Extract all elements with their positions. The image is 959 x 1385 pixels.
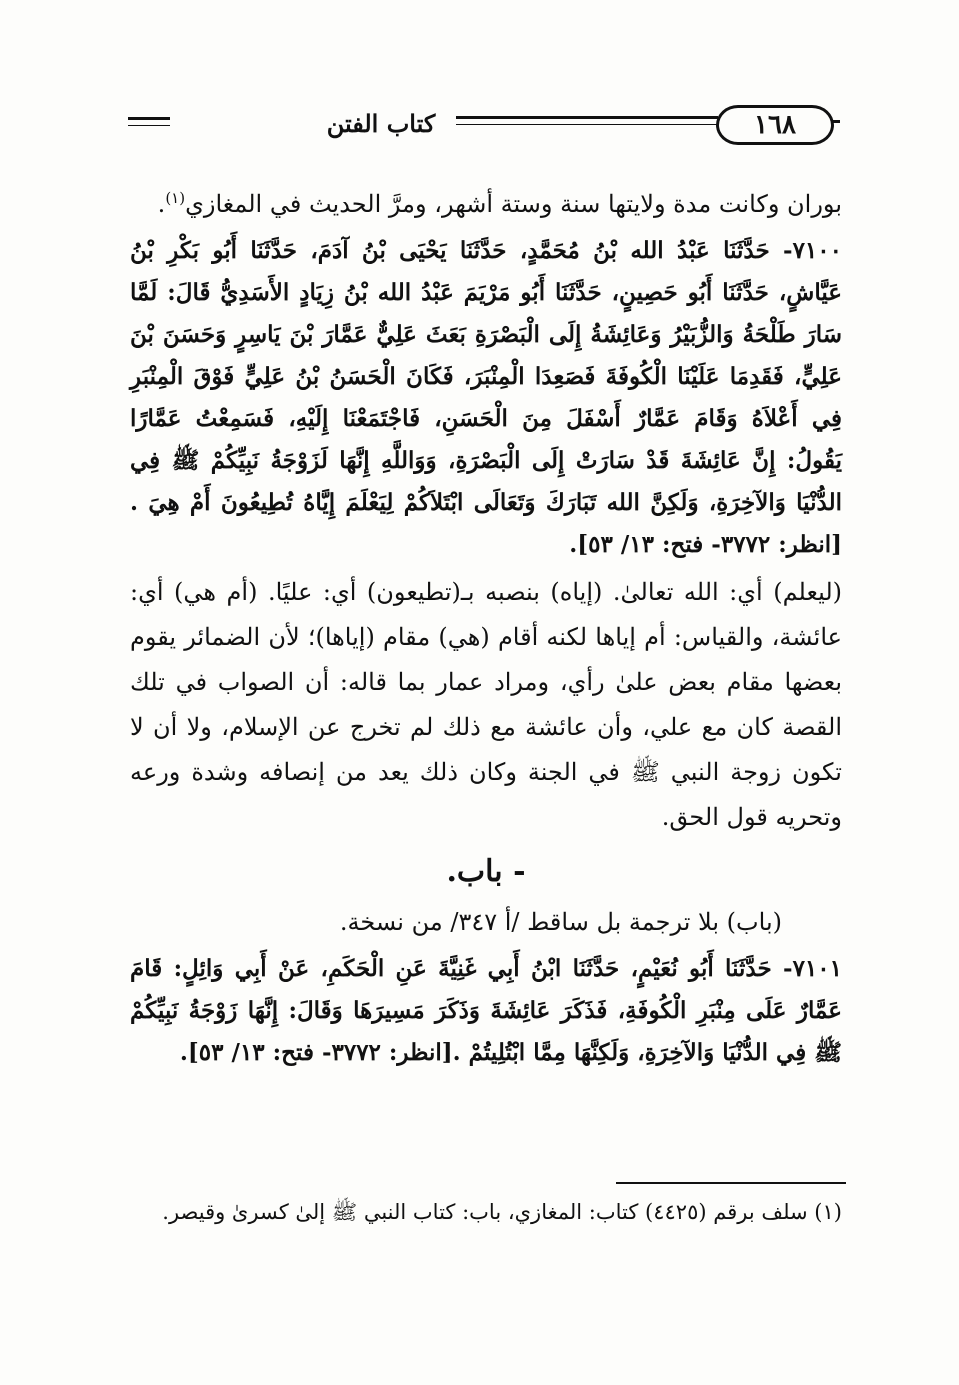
footnote-marker: (١) — [165, 189, 186, 207]
page-header — [128, 105, 838, 149]
header-rule — [128, 117, 170, 120]
footnote-separator — [616, 1182, 846, 1184]
footnote: (١) سلف برقم (٤٤٢٥) كتاب: المغازي، باب: كتاب النبي ﷺ إلىٰ كسرىٰ وقيصر. — [162, 1200, 842, 1224]
header-rule — [128, 125, 170, 126]
bab-note: (باب) بلا ترجمة بل ساقط /أ ٣٤٧/ من نسخة. — [339, 908, 782, 936]
main-text — [130, 176, 842, 1074]
intro-text: المغازي — [185, 190, 263, 218]
commentary-paragraph: (ليعلم) أي: الله تعالىٰ. (إياه) بنصبه بـ(تطيعون) أي: عليًا. (أم هي) أي: عائشة، والقياس: أم إياها لكنه أقام (هي) مقام (إياها)؛ لأن الضمائر يقوم بعضها مقام بعض علىٰ رأي، ومراد عمار بما قاله: أن الصواب في تلك القصة كان مع علي، وأن عائشة مع ذلك لم تخرج عن الإسلام، ولا أن لا تكون زوجة النبي ﷺ في الجنة وكان ذلك يعد من إنصافه وشدة ورعه وتحريه قول الحق. — [130, 578, 843, 831]
section-heading: - باب. — [446, 854, 526, 889]
intro-text: بوران وكانت مدة ولايتها سنة وستة أشهر، ومرَّ الحديث في — [269, 190, 842, 218]
page-number: ١٦٨ — [716, 105, 834, 145]
hadith-7100: ٧١٠٠- حَدَّثَنَا عَبْدُ الله بْنُ مُحَمَّدٍ، حَدَّثَنَا يَحْيَى بْنُ آدَمَ، حَدَّثَنَا أَبُو بَكْرِ بْنُ عَيَّاشٍ، حَدَّثَنَا أَبُو حَصِينٍ، حَدَّثَنَا أَبُو مَرْيَمَ عَبْدُ الله بْنُ زِيَادٍ الأَسَدِيُّ قَالَ: لَمَّا سَارَ طَلْحَةُ وَالزُّبَيْرُ وَعَائِشَةُ إِلَى الْبَصْرَةِ بَعَثَ عَلِيٌّ عَمَّارَ بْنَ يَاسِرٍ وَحَسَنَ بْنَ عَلِيٍّ، فَقَدِمَا عَلَيْنَا الْكُوفَةَ فَصَعِدَا الْمِنْبَرَ، فَكَانَ الْحَسَنُ بْنُ عَلِيٍّ فَوْقَ الْمِنْبَرِ فِي أَعْلاَهُ وَقَامَ عَمَّارٌ أَسْفَلَ مِنَ الْحَسَنِ، فَاجْتَمَعْنَا إِلَيْهِ، فَسَمِعْتُ عَمَّارًا يَقُولُ: إِنَّ عَائِشَةَ قَدْ سَارَتْ إِلَى الْبَصْرَةِ، وَوَاللَّهِ إِنَّهَا لَزَوْجَةُ نَبِيِّكُمْ ﷺ فِي الدُّنْيَا وَالآخِرَةِ، وَلَكِنَّ الله تَبَارَكَ وَتَعَالَى ابْتَلاَكُمْ لِيَعْلَمَ إِيَّاهُ تُطِيعُونَ أَمْ هِيَ .[انظر: ٣٧٧٢- فتح: ١٣/ ٥٣]. — [130, 237, 842, 558]
book-title: كتاب الفتن — [306, 109, 456, 138]
intro-end: . — [157, 190, 166, 218]
hadith-7101: ٧١٠١- حَدَّثَنَا أَبُو نُعَيْمٍ، حَدَّثَنَا ابْنُ أَبِي غَنِيَّةَ عَنِ الْحَكَمِ، عَنْ أَبِي وَائِلٍ: قَامَ عَمَّارٌ عَلَى مِنْبَرِ الْكُوفَةِ، فَذَكَرَ عَائِشَةَ وَذَكَرَ مَسِيرَهَا وَقَالَ: إِنَّهَا زَوْجَةُ نَبِيِّكُمْ ﷺ فِي الدُّنْيَا وَالآخِرَةِ، وَلَكِنَّهَا مِمَّا ابْتُلِيتُمْ .[انظر: ٣٧٧٢- فتح: ١٣/ ٥٣]. — [130, 955, 842, 1066]
intro-paragraph — [130, 176, 842, 226]
